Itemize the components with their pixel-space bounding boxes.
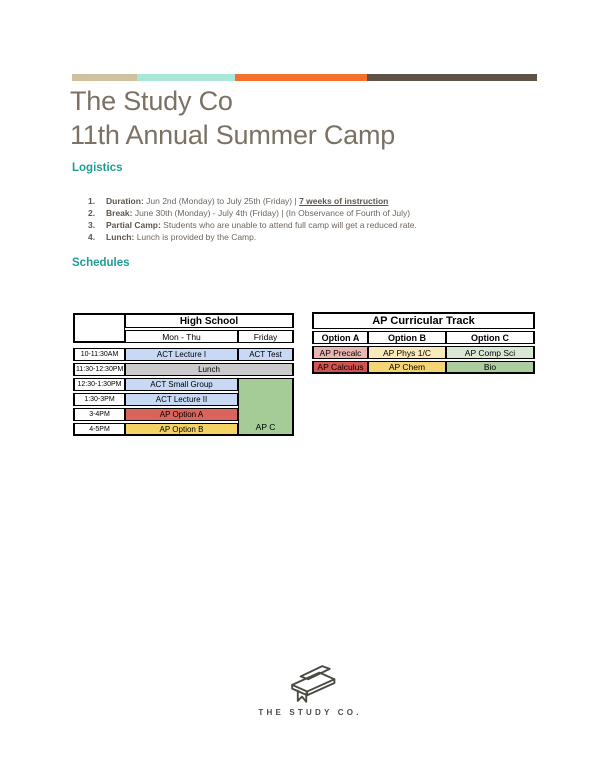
ap-curricular-track-table (312, 310, 535, 376)
schedule-cell-act-small-group: ACT Small Group (125, 378, 238, 391)
course-cell-bio: Bio (446, 361, 535, 374)
list-number: 2. (88, 208, 96, 218)
table-row (73, 348, 294, 361)
time-cell: 1:30-3PM (73, 393, 125, 406)
page-title (70, 84, 395, 152)
table-row (312, 312, 535, 329)
course-cell-ap-chem: AP Chem (368, 361, 446, 374)
time-cell: 11:30-12:30PM (73, 363, 125, 376)
section-heading-logistics: Logistics (72, 162, 123, 174)
column-header-friday: Friday (238, 330, 294, 343)
schedule-cell-act-lecture-2: ACT Lecture II (125, 393, 238, 406)
list-item-text: Partial Camp: Students who are unable to attend full camp will get a reduced rate. (106, 220, 417, 230)
course-cell-ap-calculus: AP Calculus (312, 361, 368, 374)
list-number: 3. (88, 220, 96, 230)
schedule-cell-ap-option-a: AP Option A (125, 408, 238, 421)
list-item (88, 221, 417, 231)
table-row (312, 361, 535, 374)
corner-empty-cell (73, 313, 125, 343)
footer (20, 661, 600, 717)
schedule-cell-ap-c: AP C (238, 378, 294, 436)
time-cell: 3-4PM (73, 408, 125, 421)
brand-name: THE STUDY CO. (258, 708, 362, 717)
table-row (312, 331, 535, 344)
table-title-cell: AP Curricular Track (312, 312, 535, 329)
schedule-cell-ap-option-b: AP Option B (125, 423, 238, 436)
list-item (88, 209, 417, 219)
column-header-option-b: Option B (368, 331, 446, 344)
list-item-text: Duration: Jun 2nd (Monday) to July 25th (Friday) | 7 weeks of instruction (106, 196, 389, 206)
color-bar-segment-orange (235, 74, 367, 81)
list-item-text: Lunch: Lunch is provided by the Camp. (106, 232, 257, 242)
course-cell-ap-phys: AP Phys 1/C (368, 346, 446, 359)
list-item (88, 197, 417, 207)
list-item (88, 233, 417, 243)
section-heading-schedules: Schedules (72, 257, 130, 269)
list-number: 4. (88, 232, 96, 242)
page-title-line1: The Study Co (70, 86, 233, 116)
color-bar-segment-mint (137, 74, 235, 81)
table-row (73, 313, 294, 328)
time-cell: 12:30-1:30PM (73, 378, 125, 391)
list-number: 1. (88, 196, 96, 206)
column-header-option-c: Option C (446, 331, 535, 344)
schedule-cell-lunch: Lunch (125, 363, 294, 376)
logistics-list (88, 197, 417, 245)
course-cell-ap-precalc: AP Precalc (312, 346, 368, 359)
table-row (73, 378, 294, 391)
page-title-line2: 11th Annual Summer Camp (70, 120, 396, 150)
time-cell: 4-5PM (73, 423, 125, 436)
table-title-cell: High School (125, 313, 294, 328)
course-cell-ap-comp-sci: AP Comp Sci (446, 346, 535, 359)
color-bar-segment-tan (72, 74, 137, 81)
time-cell: 10-11:30AM (73, 348, 125, 361)
list-item-text: Break: June 30th (Monday) - July 4th (Friday) | (In Observance of Fourth of July) (106, 208, 411, 218)
table-row (312, 346, 535, 359)
header-color-bar (72, 74, 537, 81)
spacer-row (73, 345, 294, 346)
column-header-option-a: Option A (312, 331, 368, 344)
column-header-mon-thu: Mon - Thu (125, 330, 238, 343)
high-school-schedule-table (73, 311, 294, 438)
schedule-cell-act-test: ACT Test (238, 348, 294, 361)
schedule-cell-act-lecture-1: ACT Lecture I (125, 348, 238, 361)
table-row (73, 363, 294, 376)
color-bar-segment-brown (367, 74, 537, 81)
stacked-books-logo-icon (279, 661, 341, 705)
